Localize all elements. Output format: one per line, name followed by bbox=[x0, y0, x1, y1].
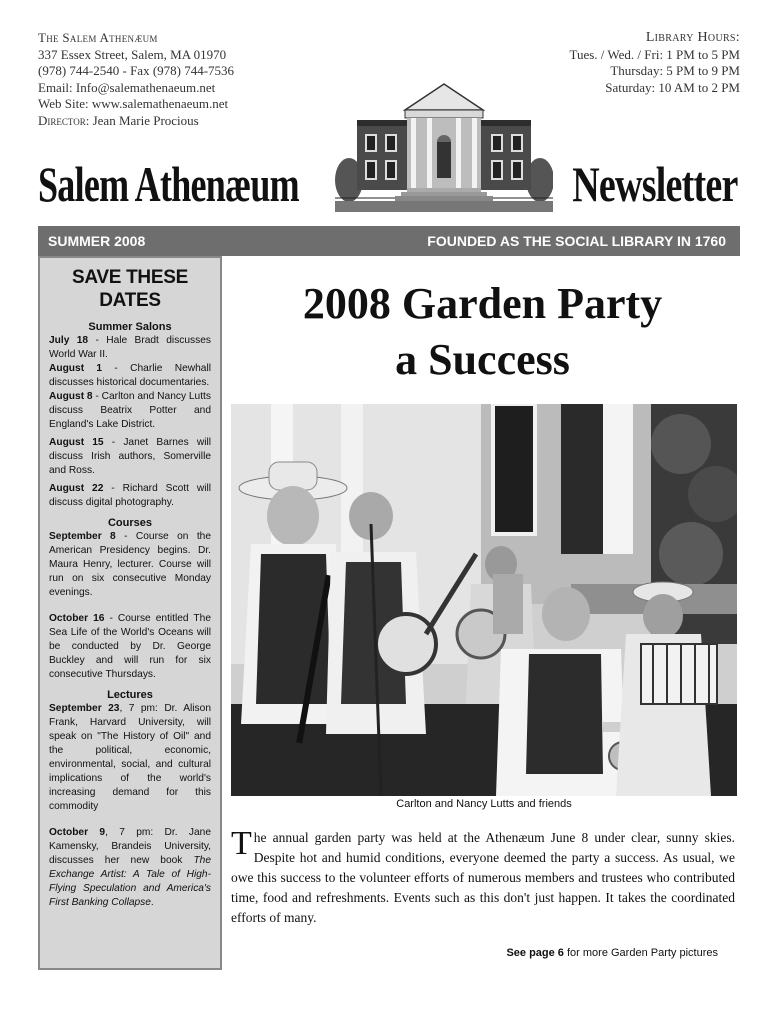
lecture-text: , 7 pm: Dr. Jane Kamensky, Brandeis University, discusses her new book bbox=[49, 827, 211, 866]
library-name: The Salem Athenæum bbox=[38, 30, 158, 45]
issue-banner bbox=[38, 226, 740, 256]
salon-date: August 1 bbox=[49, 363, 103, 374]
headline-line-2: a Success bbox=[395, 335, 570, 384]
salon-item bbox=[49, 362, 211, 390]
salon-text: - Charlie Newhall discusses historical documentaries. bbox=[49, 363, 211, 388]
salon-text: - Janet Barnes will discuss Irish authors, Somerville and Ross. bbox=[49, 437, 212, 476]
salon-text: - Richard Scott will discuss digital photography. bbox=[49, 483, 211, 508]
book-title: The Exchange Artist: A Tale of High-Flying Speculation and America's First Banking Collapse bbox=[49, 855, 211, 908]
library-contact-block bbox=[38, 30, 338, 129]
library-website: Web Site: www.salemathenaeum.net bbox=[38, 96, 229, 111]
director-name: Jean Marie Procious bbox=[92, 112, 199, 128]
salon-date: August 8 bbox=[49, 391, 93, 402]
salon-date: August 22 bbox=[49, 483, 104, 494]
director-label: Director: bbox=[38, 112, 90, 128]
sidebar-title: SAVE THESE DATES bbox=[72, 267, 188, 311]
salons-heading: Summer Salons bbox=[88, 321, 172, 333]
hours-line-3: Saturday: 10 AM to 2 PM bbox=[605, 79, 740, 95]
course-text: - Course on the American Presidency begins. Dr. Maura Henry, lecturer. Course will run on six consecutive Monday evenings. bbox=[49, 531, 211, 598]
library-director bbox=[38, 113, 338, 130]
salon-item bbox=[49, 390, 211, 432]
lecture-date: September 23 bbox=[49, 703, 120, 714]
headline-line-1: 2008 Garden Party bbox=[302, 279, 663, 328]
salon-item bbox=[49, 436, 211, 478]
garden-party-band-photo bbox=[231, 404, 737, 796]
lecture-item bbox=[49, 826, 211, 910]
drop-cap: T bbox=[231, 825, 252, 862]
salon-date: August 15 bbox=[49, 437, 104, 448]
article-headline bbox=[230, 276, 735, 388]
course-date: September 8 bbox=[49, 531, 116, 542]
lecture-item bbox=[49, 702, 211, 814]
course-date: October 16 bbox=[49, 613, 105, 624]
masthead-title-left: Salem Athenæum bbox=[38, 156, 299, 212]
athenaeum-building-image bbox=[335, 80, 553, 212]
salon-item bbox=[49, 482, 211, 510]
library-address: 337 Essex Street, Salem, MA 01970 bbox=[38, 46, 227, 62]
salon-text: - Hale Bradt discusses World War II. bbox=[49, 335, 211, 360]
article-body bbox=[231, 825, 735, 928]
photo-caption: Carlton and Nancy Lutts and friends bbox=[396, 798, 572, 810]
course-item bbox=[49, 530, 211, 600]
founded-label: FOUNDED AS THE SOCIAL LIBRARY IN 1760 bbox=[427, 233, 726, 249]
see-more-page-ref: See page 6 bbox=[506, 947, 564, 959]
course-text: - Course entitled The Sea Life of the World's Oceans will be conducted by Dr. George Buckley and will run for six consecutive Thursdays. bbox=[49, 613, 211, 680]
salon-date: July 18 bbox=[49, 335, 89, 346]
lecture-date: October 9 bbox=[49, 827, 106, 838]
masthead-title-right: Newsletter bbox=[572, 156, 738, 212]
see-more-text: for more Garden Party pictures bbox=[563, 947, 718, 959]
library-phone-fax: (978) 744-2540 - Fax (978) 744-7536 bbox=[38, 63, 235, 78]
library-email: Email: Info@salemathenaeum.net bbox=[38, 79, 216, 95]
courses-heading: Courses bbox=[107, 517, 153, 529]
issue-label: SUMMER 2008 bbox=[48, 233, 146, 249]
save-the-dates-sidebar bbox=[38, 256, 222, 970]
salon-item bbox=[49, 334, 211, 362]
hours-line-1: Tues. / Wed. / Fri: 1 PM to 5 PM bbox=[569, 46, 740, 62]
salon-text: - Carlton and Nancy Lutts discuss Beatrix Potter and England's Lake District. bbox=[49, 391, 211, 430]
library-hours-title: Library Hours: bbox=[645, 30, 740, 45]
course-item bbox=[49, 612, 211, 682]
lectures-heading: Lectures bbox=[107, 689, 153, 701]
see-more-note bbox=[506, 947, 718, 959]
lecture-text-end: . bbox=[150, 897, 154, 908]
lecture-text: , 7 pm: Dr. Alison Frank, Harvard University, will speak on "The History of Oil" and the political, economic, environmental, social, and cultural implications of the world's increasing demand for this commodity bbox=[49, 703, 211, 812]
article-text: he annual garden party was held at the Athenæum June 8 under clear, sunny skies. Despite hot and humid conditions, everyone deemed the party a success. As usual, we owe this success to the volunteer efforts of numerous members and trustees who contributed time, food and refreshments. Events such as this don't just happen. It takes the coordinated efforts of many. bbox=[231, 830, 735, 925]
hours-line-2: Thursday: 5 PM to 9 PM bbox=[610, 63, 740, 78]
